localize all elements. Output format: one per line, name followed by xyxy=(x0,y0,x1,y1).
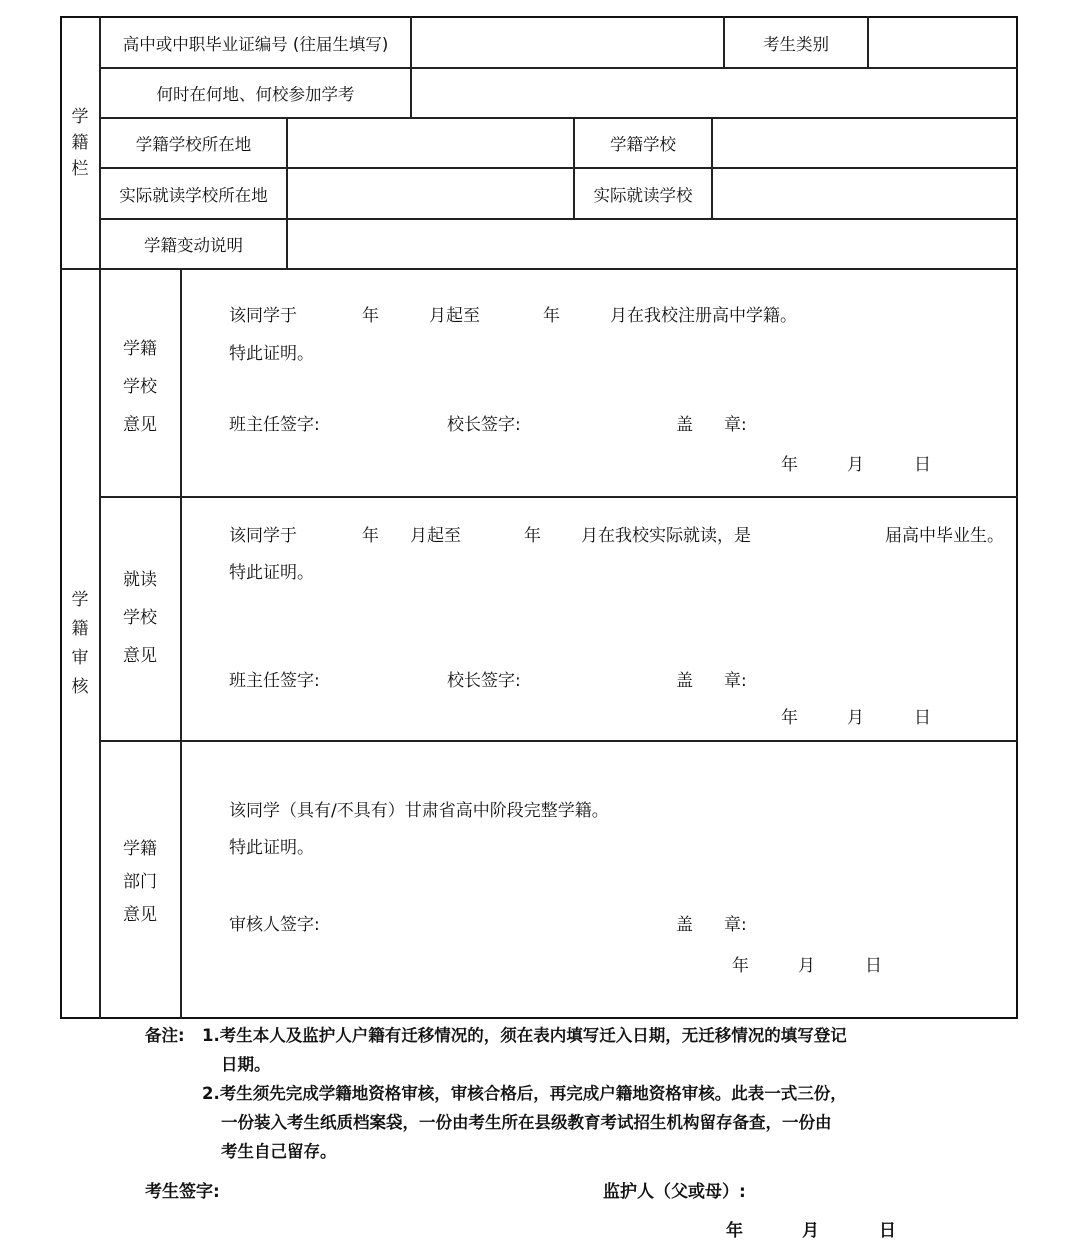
grad-cert-field[interactable] xyxy=(412,18,723,67)
year-text: 年 xyxy=(524,526,541,546)
row-divider xyxy=(100,496,1018,498)
date-year: 年 xyxy=(732,956,749,976)
date-month: 月 xyxy=(847,708,864,728)
category-field[interactable] xyxy=(869,18,1017,67)
seal-label: 章: xyxy=(724,671,747,691)
label-line: 意见 xyxy=(123,905,157,925)
seal-label: 盖 xyxy=(676,415,693,435)
label-line: 学校 xyxy=(123,608,157,628)
notes-section xyxy=(145,1021,847,1166)
enroll-school-opinion-label xyxy=(123,330,157,444)
seal-label: 章: xyxy=(724,415,747,435)
col-divider xyxy=(180,268,182,1019)
label-line: 部门 xyxy=(123,872,157,892)
certify-text: 特此证明。 xyxy=(229,344,314,364)
date-year: 年 xyxy=(781,708,798,728)
enroll-school-location-field[interactable] xyxy=(288,119,573,167)
head-teacher-signature-label: 班主任签字: xyxy=(229,671,320,691)
year-text: 年 xyxy=(543,306,560,326)
label-char: 学 xyxy=(71,590,89,610)
label-line: 学校 xyxy=(123,377,157,397)
date-month: 月 xyxy=(847,455,864,475)
certify-text: 特此证明。 xyxy=(229,563,314,583)
section-divider xyxy=(60,268,1018,270)
date-day: 日 xyxy=(914,708,931,728)
label-line: 学籍 xyxy=(123,339,157,359)
exam-when-where-field[interactable] xyxy=(412,69,1017,117)
actual-school-opinion-label xyxy=(123,561,157,675)
label-line: 意见 xyxy=(123,415,157,435)
note-item-2-cont: 考生自己留存。 xyxy=(221,1142,337,1161)
enroll-school-location-label: 学籍学校所在地 xyxy=(135,135,252,154)
category-label: 考生类别 xyxy=(763,34,829,54)
change-note-field[interactable] xyxy=(288,220,1017,268)
statement-text: 月在我校实际就读，是 xyxy=(581,526,751,546)
grad-cert-label: 高中或中职毕业证编号 (往届生填写) xyxy=(122,34,389,54)
row-divider xyxy=(100,740,1018,742)
date-day: 日 xyxy=(879,1221,896,1241)
label-char: 学 xyxy=(71,106,89,127)
date-month: 月 xyxy=(802,1221,819,1241)
student-signature-label: 考生签字: xyxy=(145,1182,220,1202)
principal-signature-label: 校长签字: xyxy=(447,415,521,435)
label-char: 栏 xyxy=(71,158,89,179)
date-year: 年 xyxy=(726,1221,743,1241)
seal-label: 盖 xyxy=(676,671,693,691)
label-char: 籍 xyxy=(71,132,89,153)
year-text: 年 xyxy=(362,526,379,546)
certify-text: 特此证明。 xyxy=(229,838,314,858)
dept-opinion-label xyxy=(123,833,157,932)
date-day: 日 xyxy=(914,455,931,475)
note-item-2-cont: 一份装入考生纸质档案袋，一份由考生所在县级教育考试招生机构留存备查，一份由 xyxy=(221,1113,832,1132)
notes-label: 备注: xyxy=(145,1026,185,1045)
actual-school-label: 实际就读学校 xyxy=(593,185,693,205)
enroll-school-field[interactable] xyxy=(713,119,1017,167)
label-char: 核 xyxy=(71,677,89,697)
statement-text: 月在我校注册高中学籍。 xyxy=(610,306,797,326)
principal-signature-label: 校长签字: xyxy=(447,671,521,691)
exam-when-where-label: 何时在何地、何校参加学考 xyxy=(156,85,355,104)
actual-school-location-field[interactable] xyxy=(288,169,573,218)
year-text: 年 xyxy=(362,306,379,326)
statement-text: 届高中毕业生。 xyxy=(885,526,1004,546)
statement-text: 该同学于 xyxy=(229,526,297,546)
label-line: 学籍 xyxy=(123,839,157,859)
section-label-review xyxy=(61,270,99,1018)
seal-label: 章: xyxy=(724,915,747,935)
head-teacher-signature-label: 班主任签字: xyxy=(229,415,320,435)
statement-text: 该同学于 xyxy=(229,306,297,326)
label-char: 审 xyxy=(71,648,89,668)
label-char: 籍 xyxy=(71,619,89,639)
seal-label: 盖 xyxy=(676,915,693,935)
statement-text: 月起至 xyxy=(410,526,461,546)
statement-text: 该同学（具有/不具有）甘肃省高中阶段完整学籍。 xyxy=(229,801,609,821)
reviewer-signature-label: 审核人签字: xyxy=(229,915,320,935)
note-item-1: 1.考生本人及监护人户籍有迁移情况的，须在表内填写迁入日期，无迁移情况的填写登记 xyxy=(202,1026,847,1045)
change-note-label: 学籍变动说明 xyxy=(144,236,243,255)
label-line: 意见 xyxy=(123,646,157,666)
actual-school-field[interactable] xyxy=(713,169,1017,218)
note-item-2: 2.考生须先完成学籍地资格审核，审核合格后，再完成户籍地资格审核。此表一式三份， xyxy=(202,1084,847,1103)
date-year: 年 xyxy=(781,455,798,475)
section-label-enrollment xyxy=(61,17,99,268)
date-month: 月 xyxy=(798,956,815,976)
enroll-school-label: 学籍学校 xyxy=(610,135,676,154)
actual-school-location-label: 实际就读学校所在地 xyxy=(119,185,268,205)
date-day: 日 xyxy=(865,956,882,976)
note-item-1-cont: 日期。 xyxy=(221,1055,271,1074)
label-line: 就读 xyxy=(123,570,157,590)
statement-text: 月起至 xyxy=(429,306,480,326)
guardian-signature-label: 监护人（父或母）: xyxy=(603,1182,746,1202)
